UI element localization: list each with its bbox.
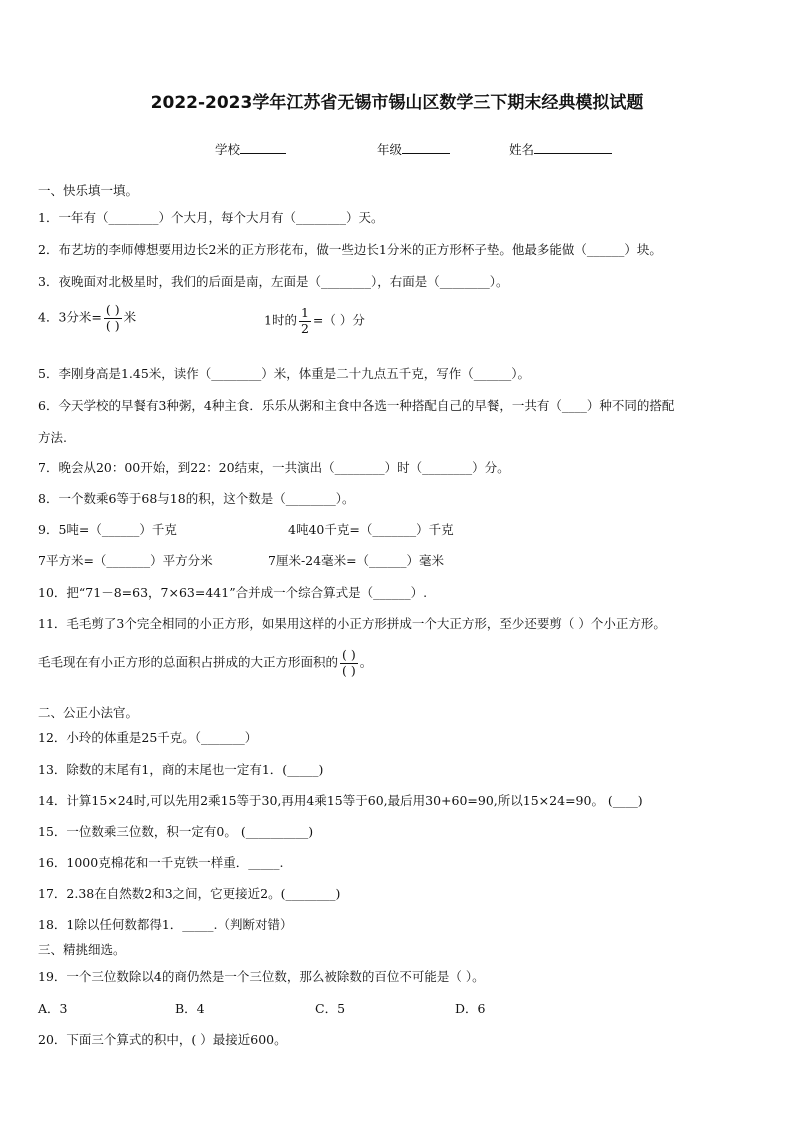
- question-9c: 7平方米=（_______）平方分米: [38, 553, 213, 568]
- question-1: 1．一年有（________）个大月，每个大月有（________）天。: [38, 210, 384, 225]
- school-label: 学校: [215, 142, 241, 157]
- question-11-cont: 毛毛现在有小正方形的总面积占拼成的大正方形面积的 $\frac{( )}{( )}$ 。: [38, 647, 373, 678]
- question-9a: 9．5吨=（______）千克: [38, 522, 177, 537]
- question-10: 10．把“71－8=63，7×63=441”合并成一个综合算式是（______）.: [38, 585, 428, 600]
- question-7: 7．晚会从20：00开始，到22：20结束，一共演出（________）时（________）分。: [38, 460, 510, 475]
- question-2: 2．布艺坊的李师傅想要用边长2米的正方形花布，做一些边长1分米的正方形杯子垫。他最多能做（______）块。: [38, 242, 662, 257]
- section-heading-3: 三、精挑细选。: [38, 942, 126, 957]
- question-13: 13．除数的末尾有1，商的末尾也一定有1．(_____): [38, 762, 324, 777]
- question-9d: 7厘米-24毫米=（______）毫米: [268, 553, 445, 568]
- question-15: 15．一位数乘三位数，积一定有0。 (__________): [38, 824, 314, 839]
- name-field[interactable]: [509, 140, 612, 158]
- option-a[interactable]: A．3: [38, 1001, 68, 1016]
- grade-label: 年级: [377, 142, 403, 157]
- question-6-cont: 方法.: [38, 430, 67, 445]
- question-5: 5．李刚身高是1.45米，读作（________）米，体重是二十九点五千克，写作（______）。: [38, 366, 531, 381]
- option-c[interactable]: C．5: [315, 1001, 346, 1016]
- question-8: 8．一个数乘6等于68与18的积，这个数是（________）。: [38, 491, 355, 506]
- question-19: 19．一个三位数除以4的商仍然是一个三位数，那么被除数的百位不可能是（ ）。: [38, 969, 485, 984]
- question-18: 18．1除以任何数都得1．_____.（判断对错）: [38, 917, 293, 932]
- question-12: 12．小玲的体重是25千克。（_______）: [38, 730, 258, 745]
- page-title: 2022-2023学年江苏省无锡市锡山区数学三下期末经典模拟试题: [150, 93, 644, 113]
- fraction-blank-2[interactable]: $\frac{( )}{( )}$: [342, 647, 356, 678]
- grade-field[interactable]: [377, 140, 450, 158]
- question-16: 16．1000克棉花和一千克铁一样重．_____.: [38, 855, 284, 870]
- question-3: 3．夜晚面对北极星时，我们的后面是南，左面是（________），右面是（________）。: [38, 274, 509, 289]
- grade-blank[interactable]: [402, 140, 450, 154]
- section-heading-2: 二、公正小法官。: [38, 705, 139, 720]
- option-d[interactable]: D．6: [455, 1001, 486, 1016]
- school-blank[interactable]: [240, 140, 286, 154]
- fraction-one-half: $\frac{1}{2}$: [300, 305, 309, 336]
- question-4b: 1时的 $\frac{1}{2}$ =（ ）分: [264, 305, 365, 336]
- school-field[interactable]: [215, 140, 286, 158]
- question-14: 14．计算15×24时,可以先用2乘15等于30,再用4乘15等于60,最后用30+60=90,所以15×24=90。 (____): [38, 793, 643, 808]
- name-blank[interactable]: [534, 140, 612, 154]
- question-9b: 4吨40千克=（_______）千克: [288, 522, 454, 537]
- question-6: 6．今天学校的早餐有3种粥，4种主食．乐乐从粥和主食中各选一种搭配自己的早餐，一共有（____）种不同的搭配: [38, 398, 675, 413]
- question-17: 17．2.38在自然数2和3之间，它更接近2。(________): [38, 886, 341, 901]
- fraction-blank[interactable]: $\frac{( )}{( )}$: [105, 302, 120, 333]
- question-4a: 4．3分米= $\frac{( )}{( )}$ 米: [38, 302, 137, 333]
- option-b[interactable]: B．4: [175, 1001, 205, 1016]
- name-label: 姓名: [509, 142, 535, 157]
- section-heading-1: 一、快乐填一填。: [38, 183, 139, 198]
- question-20: 20．下面三个算式的积中，( ）最接近600。: [38, 1032, 287, 1047]
- question-11: 11．毛毛剪了3个完全相同的小正方形，如果用这样的小正方形拼成一个大正方形，至少还要剪（ ）个小正方形。: [38, 616, 666, 631]
